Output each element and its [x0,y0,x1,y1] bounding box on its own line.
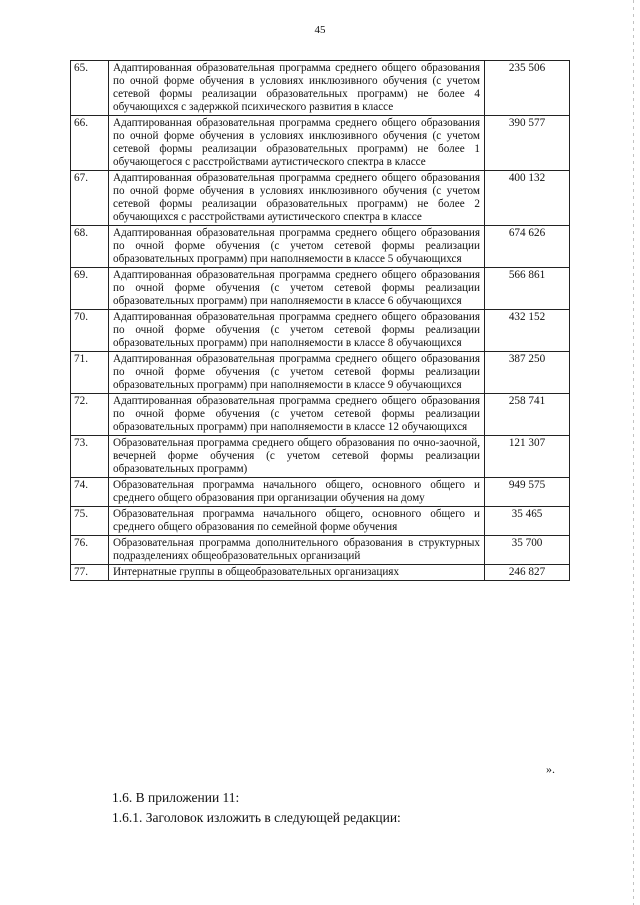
row-number: 70. [71,310,109,352]
row-value: 390 577 [485,116,570,171]
row-number: 72. [71,394,109,436]
table-row [71,352,570,394]
table-row [71,436,570,478]
row-value: 400 132 [485,171,570,226]
row-description: Образовательная программа среднего общего образования по очно-заочной, вечерней форме обучения (с учетом сетевой формы реализации образовательных программ) [109,436,485,478]
table-row [71,394,570,436]
row-value: 387 250 [485,352,570,394]
section-1-6: 1.6. В приложении 11: [112,790,240,805]
row-number: 76. [71,536,109,565]
row-number: 66. [71,116,109,171]
row-value: 35 465 [485,507,570,536]
row-number: 71. [71,352,109,394]
row-description: Адаптированная образовательная программа среднего общего образования по очной форме обучения (с учетом сетевой формы реализации образовательных программ) при наполняемости в классе 5 обучающихся [109,226,485,268]
row-description: Адаптированная образовательная программа среднего общего образования по очной форме обучения в условиях инклюзивного обучения (с учетом сетевой формы реализации образовательных программ) не более 1 обучающегося с расстройствами аутистического спектра в классе [109,116,485,171]
row-description: Адаптированная образовательная программа среднего общего образования по очной форме обучения в условиях инклюзивного обучения (с учетом сетевой формы реализации образовательных программ) не более 4 обучающихся с задержкой психического развития в классе [109,61,485,116]
table-row [71,226,570,268]
table-row [71,310,570,352]
row-number: 77. [71,565,109,581]
row-description: Адаптированная образовательная программа среднего общего образования по очной форме обучения (с учетом сетевой формы реализации образовательных программ) при наполняемости в классе 9 обучающихся [109,352,485,394]
row-value: 235 506 [485,61,570,116]
table-row [71,536,570,565]
row-description: Адаптированная образовательная программа среднего общего образования по очной форме обучения (с учетом сетевой формы реализации образовательных программ) при наполняемости в классе 12 обучающихся [109,394,485,436]
row-value: 949 575 [485,478,570,507]
page-number: 45 [314,24,326,36]
table-row [71,507,570,536]
row-number: 65. [71,61,109,116]
row-number: 67. [71,171,109,226]
row-description: Образовательная программа начального общего, основного общего и среднего общего образования по семейной форме обучения [109,507,485,536]
table-row [71,478,570,507]
row-number: 73. [71,436,109,478]
table-row [71,116,570,171]
table-row [71,565,570,581]
row-description: Адаптированная образовательная программа среднего общего образования по очной форме обучения (с учетом сетевой формы реализации образовательных программ) при наполняемости в классе 8 обучающихся [109,310,485,352]
scan-edge-artifact [633,0,634,905]
row-number: 74. [71,478,109,507]
row-value: 246 827 [485,565,570,581]
row-value: 35 700 [485,536,570,565]
row-description: Образовательная программа дополнительного образования в структурных подразделениях общеобразовательных организаций [109,536,485,565]
row-value: 674 626 [485,226,570,268]
row-number: 69. [71,268,109,310]
row-value: 121 307 [485,436,570,478]
row-number: 75. [71,507,109,536]
row-description: Адаптированная образовательная программа среднего общего образования по очной форме обучения (с учетом сетевой формы реализации образовательных программ) при наполняемости в классе 6 обучающихся [109,268,485,310]
row-value: 258 741 [485,394,570,436]
row-description: Образовательная программа начального общего, основного общего и среднего общего образования при организации обучения на дому [109,478,485,507]
row-number: 68. [71,226,109,268]
row-value: 432 152 [485,310,570,352]
table-row [71,268,570,310]
row-description: Адаптированная образовательная программа среднего общего образования по очной форме обучения в условиях инклюзивного обучения (с учетом сетевой формы реализации образовательных программ) не более 2 обучающихся с расстройствами аутистического спектра в классе [109,171,485,226]
row-value: 566 861 [485,268,570,310]
closing-quote: ». [546,762,555,776]
norms-table-body [71,61,570,581]
table-row [71,171,570,226]
row-description: Интернатные группы в общеобразовательных организациях [109,565,485,581]
norms-table [70,60,570,581]
section-1-6-1: 1.6.1. Заголовок изложить в следующей редакции: [112,810,401,825]
table-row [71,61,570,116]
